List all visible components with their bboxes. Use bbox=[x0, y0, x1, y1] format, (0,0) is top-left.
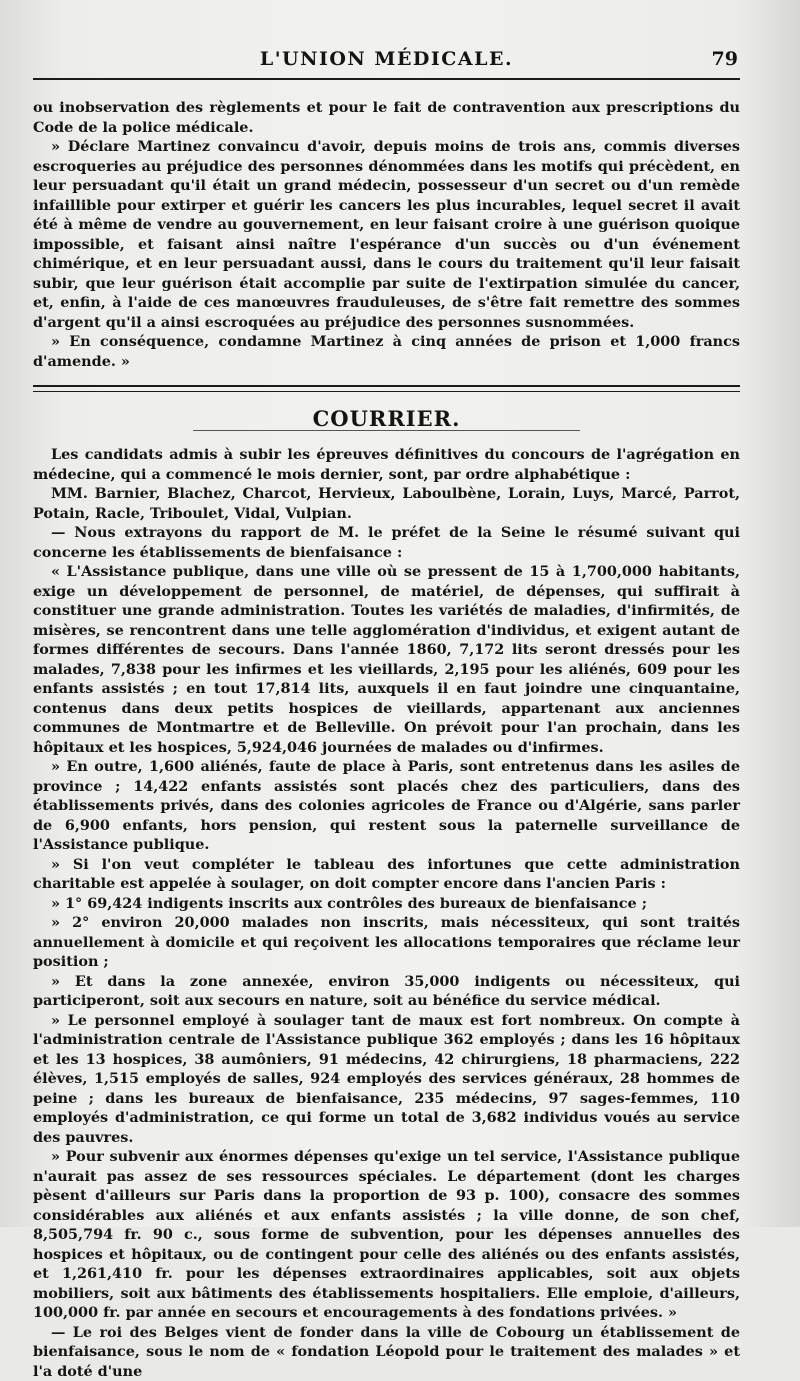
section-title-text: COURRIER. bbox=[307, 406, 467, 431]
page-number: 79 bbox=[712, 48, 738, 70]
courrier-text bbox=[33, 445, 740, 1381]
paragraph: — Nous extrayons du rapport de M. le préfet de la Seine le résumé suivant qui concerne les établissements de bienfaisance : bbox=[33, 523, 740, 562]
paragraph: « L'Assistance publique, dans une ville où se pressent de 15 à 1,700,000 habitants, exige un développement de personnel, de matériel, de dépenses, qui suffirait à constituer une grande administration. Toutes les variétés de maladies, d'infirmités, de misères, se rencontrent dans une telle agglomération d'individus, et exigent autant de formes différentes de secours. Dans l'année 1860, 7,172 lits seront dressés pour les malades, 7,838 pour les infirmes et les vieillards, 2,195 pour les aliénés, 609 pour les enfants assistés ; en tout 17,814 lits, auxquels il en faut joindre une cinquantaine, contenus dans deux petits hospices de vieillards, appartenant aux anciennes communes de Montmartre et de Belleville. On prévoit pour l'an prochain, dans les hôpitaux et les hospices, 5,924,046 journées de malades ou d'infirmes. bbox=[33, 562, 740, 757]
paragraph: Les candidats admis à subir les épreuves définitives du concours de l'agrégation en médecine, qui a commencé le mois dernier, sont, par ordre alphabétique : bbox=[33, 445, 740, 484]
section-divider bbox=[33, 385, 740, 392]
paragraph: » Le personnel employé à soulager tant de maux est fort nombreux. On compte à l'administration centrale de l'Assistance publique 362 employés ; dans les 16 hôpitaux et les 13 hospices, 38 aumôniers, 91 médecins, 42 chirurgiens, 18 pharmaciens, 222 élèves, 1,515 employés de salles, 924 employés des services généraux, 28 hommes de peine ; dans les bureaux de bienfaisance, 235 médecins, 97 sages-femmes, 110 employés d'administration, ce qui forme un total de 3,682 individus voués au service des pauvres. bbox=[33, 1011, 740, 1148]
paragraph: » 1° 69,424 indigents inscrits aux contrôles des bureaux de bienfaisance ; bbox=[33, 894, 740, 914]
paragraph: » 2° environ 20,000 malades non inscrits, mais nécessiteux, qui sont traités annuellement à domicile et qui reçoivent les allocations temporaires que réclame leur position ; bbox=[33, 913, 740, 972]
paragraph: » Déclare Martinez convaincu d'avoir, depuis moins de trois ans, commis diverses escroqueries au préjudice des personnes dénommées dans les motifs qui précèdent, en leur persuadant qu'il était un grand médecin, possesseur d'un secret ou d'un remède infaillible pour extirper et guérir les cancers les plus incurables, lequel secret il avait été à même de vendre au gouvernement, en leur faisant croire à une guérison quoique impossible, et faisant ainsi naître l'espérance d'un succès ou d'un événement chimérique, et en leur persuadant aussi, dans le cours du traitement qu'il leur faisait subir, que leur guérison était accomplie par suite de l'extirpation simulée du cancer, et, enfin, à l'aide de ces manœuvres frauduleuses, de s'être fait remettre des sommes d'argent qu'il a ainsi escroquées au préjudice des personnes susnommées. bbox=[33, 137, 740, 332]
paragraph: » Et dans la zone annexée, environ 35,000 indigents ou nécessiteux, qui participeront, soit aux secours en nature, soit au bénéfice du service médical. bbox=[33, 972, 740, 1011]
paragraph: » En outre, 1,600 aliénés, faute de place à Paris, sont entretenus dans les asiles de province ; 14,422 enfants assistés sont placés chez des particuliers, dans des établissements privés, dans des colonies agricoles de France ou d'Algérie, sans parler de 6,900 enfants, hors pension, qui restent sous la paternelle surveillance de l'Assistance publique. bbox=[33, 757, 740, 855]
section-title bbox=[33, 406, 740, 431]
judgment-text bbox=[33, 98, 740, 371]
paragraph: ou inobservation des règlements et pour le fait de contravention aux prescriptions du Code de la police médicale. bbox=[33, 98, 740, 137]
paragraph: » Si l'on veut compléter le tableau des infortunes que cette administration charitable est appelée à soulager, on doit compter encore dans l'ancien Paris : bbox=[33, 855, 740, 894]
running-head bbox=[33, 44, 740, 80]
running-title: L'UNION MÉDICALE. bbox=[33, 48, 740, 70]
paragraph: » Pour subvenir aux énormes dépenses qu'exige un tel service, l'Assistance publique n'aurait pas assez de ses ressources spéciales. Le département (dont les charges pèsent d'ailleurs sur Paris dans la proportion de 93 p. 100), consacre des sommes considérables aux aliénés et aux enfants assistés ; la ville donne, de son chef, 8,505,794 fr. 90 c., sous forme de subvention, pour les dépenses annuelles des hospices et hôpitaux, ou de contingent pour celle des aliénés ou des enfants assistés, et 1,261,410 fr. pour les dépenses extraordinaires applicables, soit aux objets mobiliers, soit aux bâtiments des établissements hospitaliers. Elle emploie, d'ailleurs, 100,000 fr. par année en secours et encouragements à des fondations privées. » bbox=[33, 1147, 740, 1323]
paragraph: » En conséquence, condamne Martinez à cinq années de prison et 1,000 francs d'amende. » bbox=[33, 332, 740, 371]
paragraph: MM. Barnier, Blachez, Charcot, Hervieux, Laboulbène, Lorain, Luys, Marcé, Parrot, Potain, Racle, Triboulet, Vidal, Vulpian. bbox=[33, 484, 740, 523]
paragraph: — Le roi des Belges vient de fonder dans la ville de Cobourg un établissement de bienfaisance, sous le nom de « fondation Léopold pour le traitement des malades » et l'a doté d'une bbox=[33, 1323, 740, 1381]
